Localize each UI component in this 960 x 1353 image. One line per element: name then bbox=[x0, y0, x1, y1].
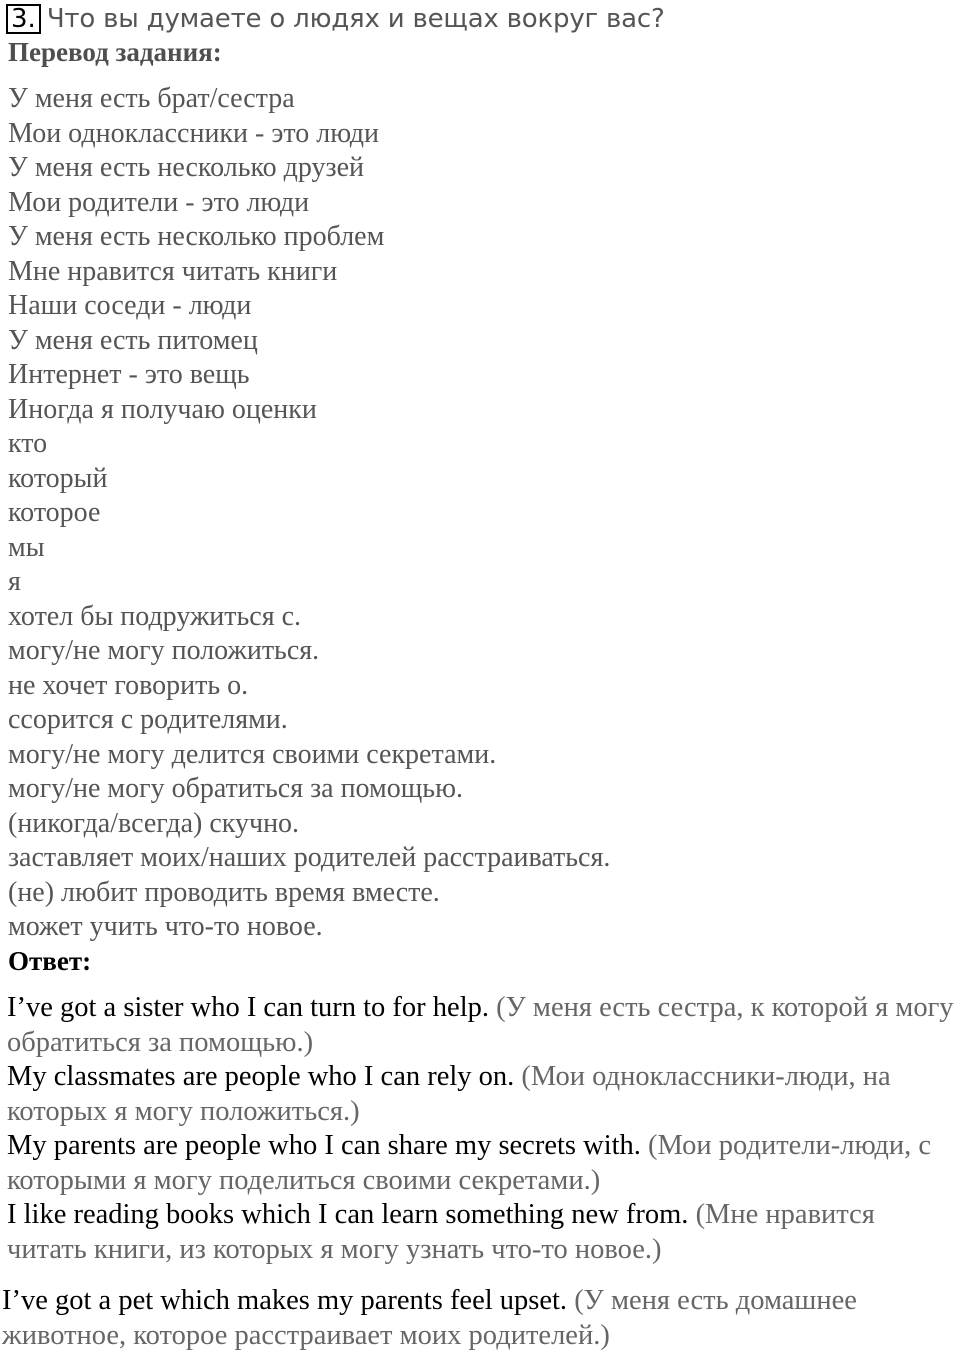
translation-line: могу/не могу делится своими секретами. bbox=[8, 738, 497, 770]
answer-item bbox=[7, 1060, 957, 1129]
answer-english: My classmates are people who I can rely on. bbox=[7, 1061, 515, 1092]
translation-line: я bbox=[8, 566, 21, 597]
translation-line: кто bbox=[8, 428, 48, 459]
translation-line: У меня есть брат/сестра bbox=[8, 83, 295, 114]
translation-line: Мои одноклассники - это люди bbox=[8, 117, 379, 149]
translation-line: У меня есть питомец bbox=[8, 324, 258, 356]
answer-russian: (Мои родители-люди, с которыми я могу поделиться своими секретами.) bbox=[7, 1130, 931, 1196]
answer-item bbox=[7, 1129, 957, 1198]
answer-english: I’ve got a pet which makes my parents feel upset. bbox=[2, 1285, 568, 1316]
translation-line: Мои родители - это люди bbox=[8, 186, 310, 218]
translation-line: могу/не могу положиться. bbox=[8, 635, 320, 666]
answer-item bbox=[2, 1284, 952, 1353]
answer-russian: (Мне нравится читать книги, из которых я могу узнать что-то новое.) bbox=[7, 1199, 875, 1265]
translation-line: заставляет моих/наших родителей расстраиваться. bbox=[8, 842, 611, 873]
answer-russian: (У меня есть сестра, к которой я могу обратиться за помощью.) bbox=[7, 992, 954, 1058]
translation-line: которое bbox=[8, 497, 101, 528]
answer-english: I’ve got a sister who I can turn to for help. bbox=[7, 992, 489, 1023]
answer-russian: (Мои одноклассники-люди, на которых я могу положиться.) bbox=[7, 1061, 891, 1127]
translation-line: ссорится с родителями. bbox=[8, 704, 288, 735]
answer-english: I like reading books which I can learn something new from. bbox=[7, 1199, 689, 1230]
translation-line: Мне нравится читать книги bbox=[8, 255, 338, 287]
translation-line: не хочет говорить о. bbox=[8, 669, 249, 701]
answer-item bbox=[7, 1198, 957, 1267]
translation-line: У меня есть несколько друзей bbox=[8, 152, 365, 183]
task-header bbox=[6, 2, 665, 36]
task-question: Что вы думаете о людях и вещах вокруг вас? bbox=[46, 4, 665, 34]
answer-english: My parents are people who I can share my secrets with. bbox=[7, 1130, 641, 1161]
translation-line: Интернет - это вещь bbox=[8, 359, 250, 390]
translation-line: могу/не могу обратиться за помощью. bbox=[8, 773, 463, 804]
translation-label: Перевод задания: bbox=[8, 37, 222, 67]
translation-line: У меня есть несколько проблем bbox=[8, 221, 385, 252]
task-number: 3. bbox=[6, 4, 41, 34]
translation-line: хотел бы подружиться с. bbox=[8, 600, 302, 632]
translation-line: мы bbox=[8, 531, 45, 563]
translation-line: может учить что-то новое. bbox=[8, 911, 323, 942]
translation-line: Иногда я получаю оценки bbox=[8, 393, 317, 425]
answer-russian: (У меня есть домашнее животное, которое расстраивает моих родителей.) bbox=[2, 1285, 857, 1351]
translation-line: (никогда/всегда) скучно. bbox=[8, 807, 300, 839]
translation-list bbox=[8, 82, 610, 945]
answer-label: Ответ: bbox=[8, 946, 92, 976]
answer-item bbox=[7, 991, 957, 1060]
translation-line: (не) любит проводить время вместе. bbox=[8, 876, 440, 908]
translation-line: Наши соседи - люди bbox=[8, 290, 252, 321]
translation-line: который bbox=[8, 462, 108, 494]
